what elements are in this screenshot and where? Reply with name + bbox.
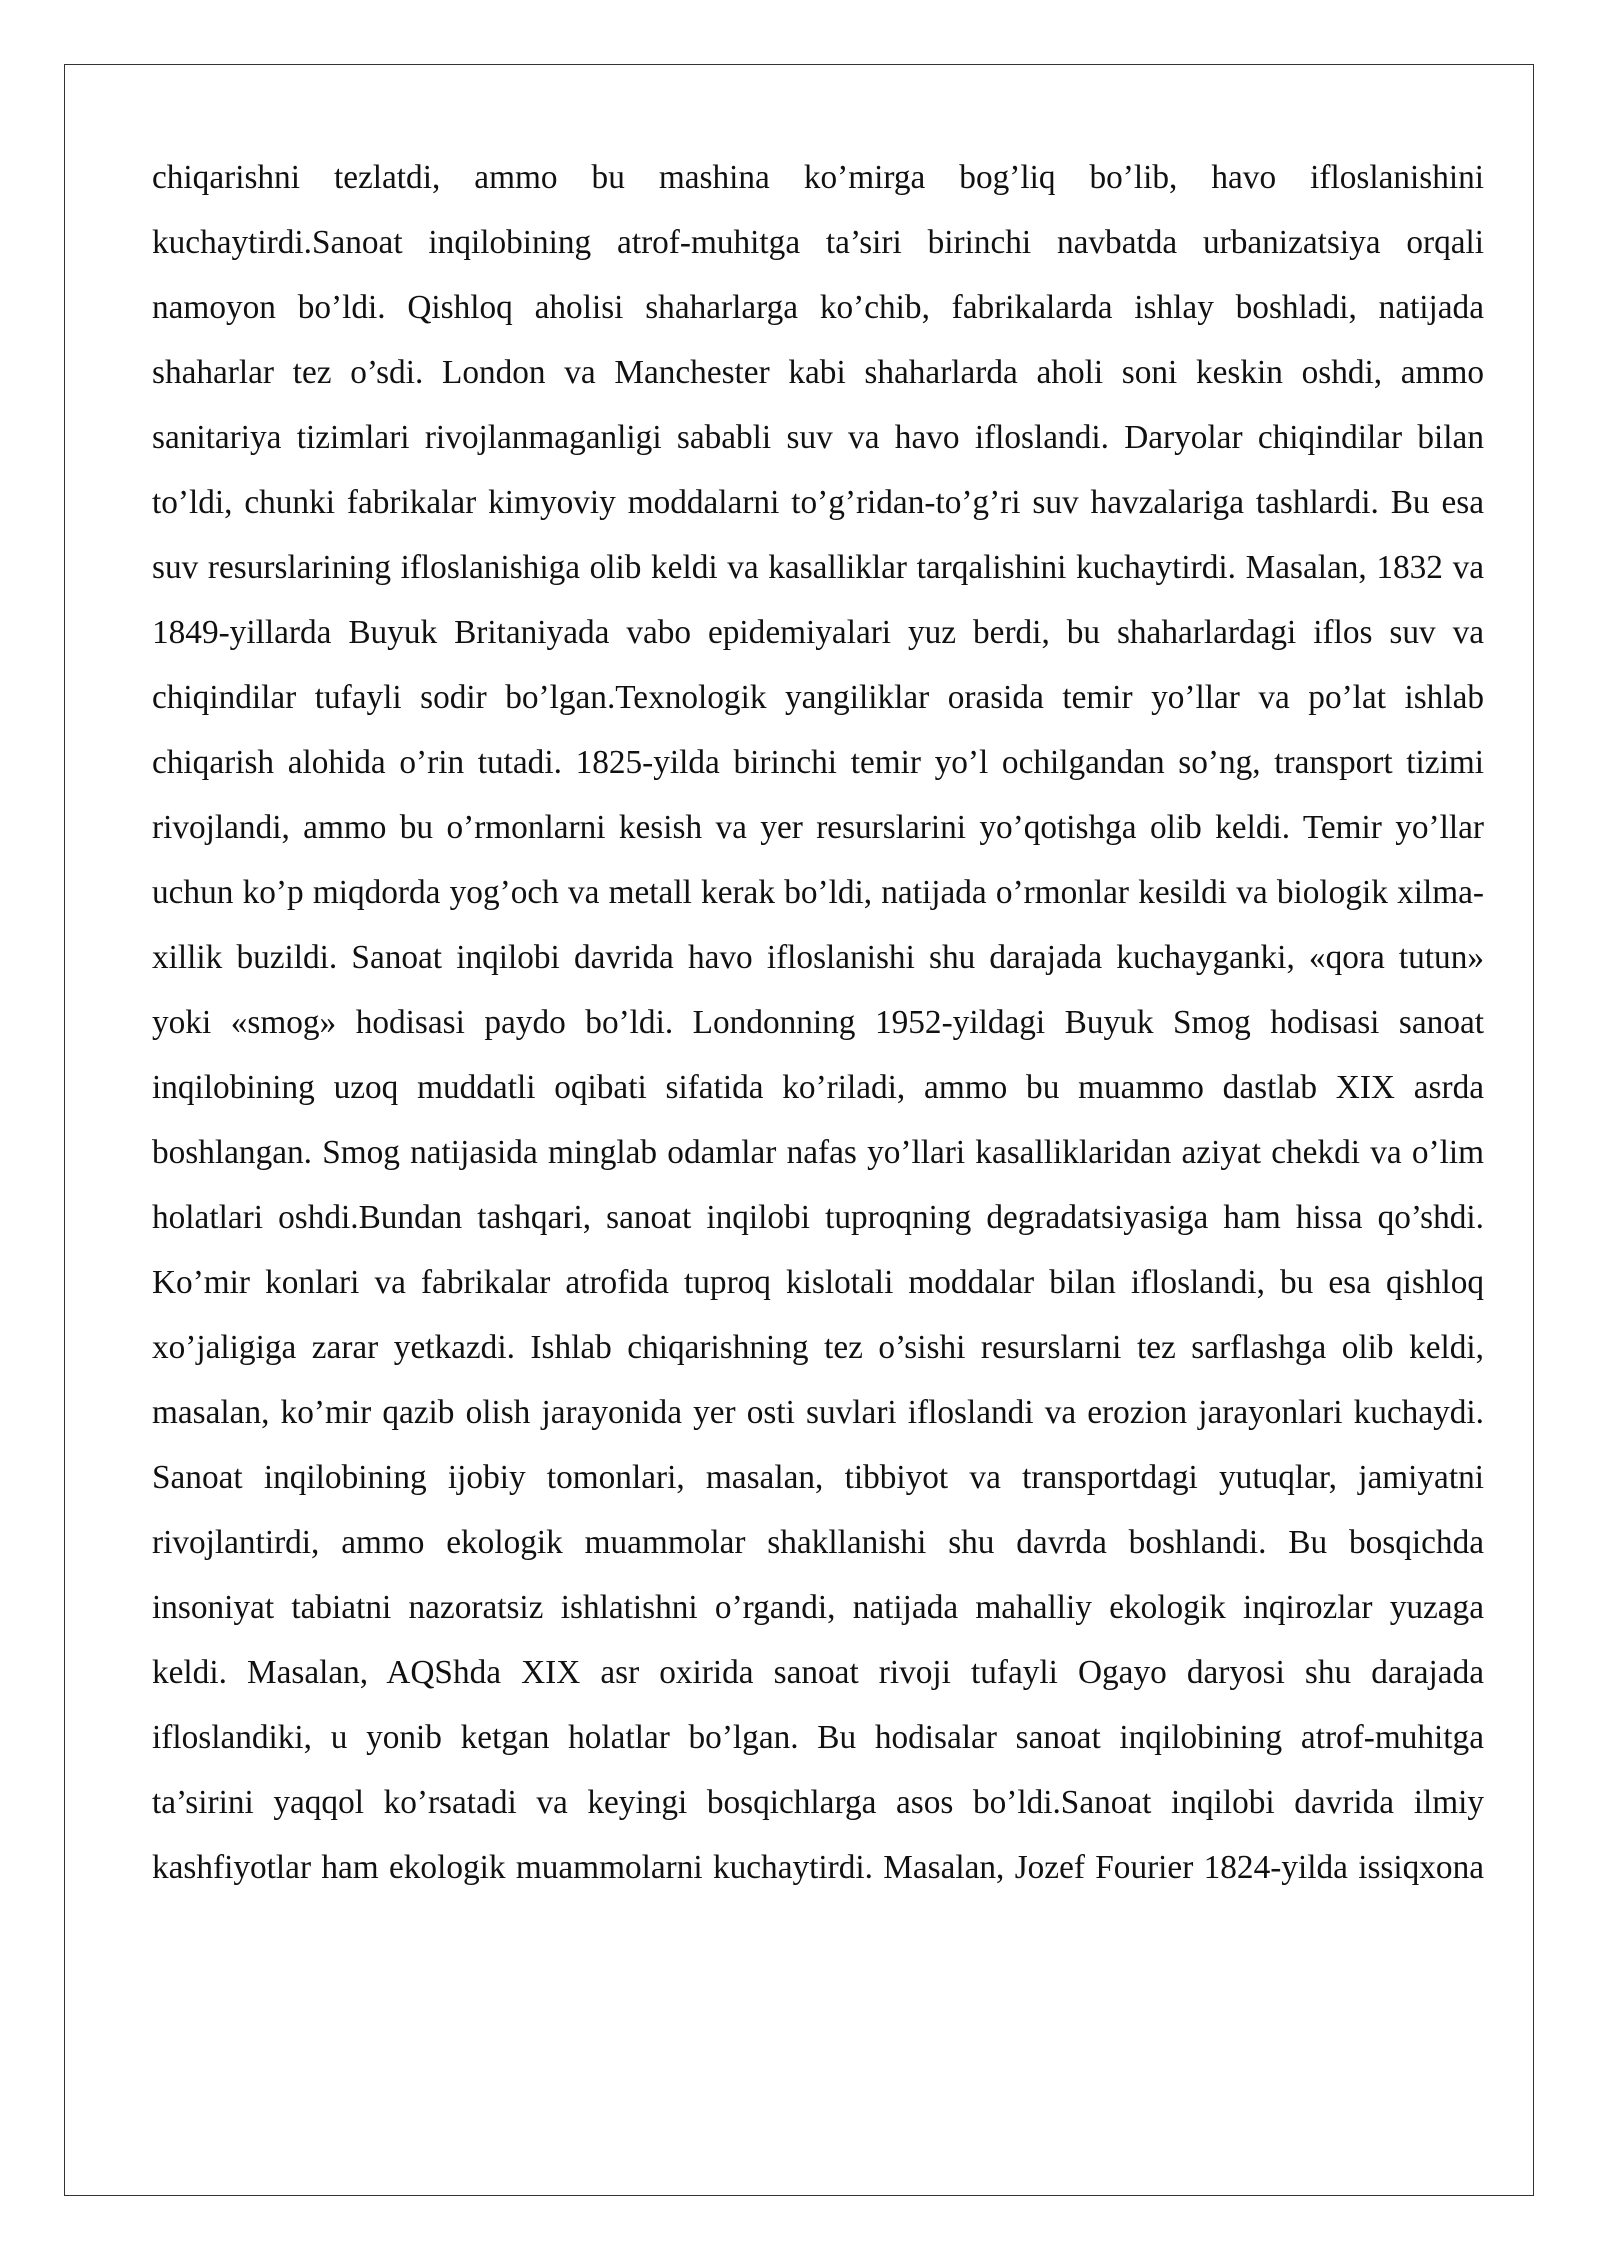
- body-paragraph: chiqarishni tezlatdi, ammo bu mashina ko’mirga bog’liq bo’lib, havo ifloslanishini kuchaytirdi.Sanoat inqilobining atrof-muhitga ta’siri birinchi navbatda urbanizatsiya orqali namoyon bo’ldi. Qishloq aholisi shaharlarga ko’chib, fabrikalarda ishlay boshladi, natijada shaharlar tez o’sdi. London va Manchester kabi shaharlarda aholi soni keskin oshdi, ammo sanitariya tizimlari rivojlanmaganligi sababli suv va havo ifloslandi. Daryolar chiqindilar bilan to’ldi, chunki fabrikalar kimyoviy moddalarni to’g’ridan-to’g’ri suv havzalariga tashlardi. Bu esa suv resurslarining ifloslanishiga olib keldi va kasalliklar tarqalishini kuchaytirdi. Masalan, 1832 va 1849-yillarda Buyuk Britaniyada vabo epidemiyalari yuz berdi, bu shaharlardagi iflos suv va chiqindilar tufayli sodir bo’lgan.Texnologik yangiliklar orasida temir yo’llar va po’lat ishlab chiqarish alohida o’rin tutadi. 1825-yilda birinchi temir yo’l ochilgandan so’ng, transport tizimi rivojlandi, ammo bu o’rmonlarni kesish va yer resurslarini yo’qotishga olib keldi. Temir yo’llar uchun ko’p miqdorda yog’och va metall kerak bo’ldi, natijada o’rmonlar kesildi va biologik xilma-xillik buzildi. Sanoat inqilobi davrida havo ifloslanishi shu darajada kuchayganki, «qora tutun» yoki «smog» hodisasi paydo bo’ldi. Londonning 1952-yildagi Buyuk Smog hodisasi sanoat inqilobining uzoq muddatli oqibati sifatida ko’riladi, ammo bu muammo dastlab XIX asrda boshlangan. Smog natijasida minglab odamlar nafas yo’llari kasalliklaridan aziyat chekdi va o’lim holatlari oshdi.Bundan tashqari, sanoat inqilobi tuproqning degradatsiyasiga ham hissa qo’shdi. Ko’mir konlari va fabrikalar atrofida tuproq kislotali moddalar bilan ifloslandi, bu esa qishloq xo’jaligiga zarar yetkazdi. Ishlab chiqarishning tez o’sishi resurslarni tez sarflashga olib keldi, masalan, ko’mir qazib olish jarayonida yer osti suvlari ifloslandi va erozion jarayonlari kuchaydi. Sanoat inqilobining ijobiy tomonlari, masalan, tibbiyot va transportdagi yutuqlar, jamiyatni rivojlantirdi, ammo ekologik muammolar shakllanishi shu davrda boshlandi. Bu bosqichda insoniyat tabiatni nazoratsiz ishlatishni o’rgandi, natijada mahalliy ekologik inqirozlar yuzaga keldi. Masalan, AQShda XIX asr oxirida sanoat rivoji tufayli Ogayo daryosi shu darajada ifloslandiki, u yonib ketgan holatlar bo’lgan. Bu hodisalar sanoat inqilobining atrof-muhitga ta’sirini yaqqol ko’rsatadi va keyingi bosqichlarga asos bo’ldi.Sanoat inqilobi davrida ilmiy kashfiyotlar ham ekologik muammolarni kuchaytirdi. Masalan, Jozef Fourier 1824-yilda issiqxona: [152, 159, 1484, 1886]
